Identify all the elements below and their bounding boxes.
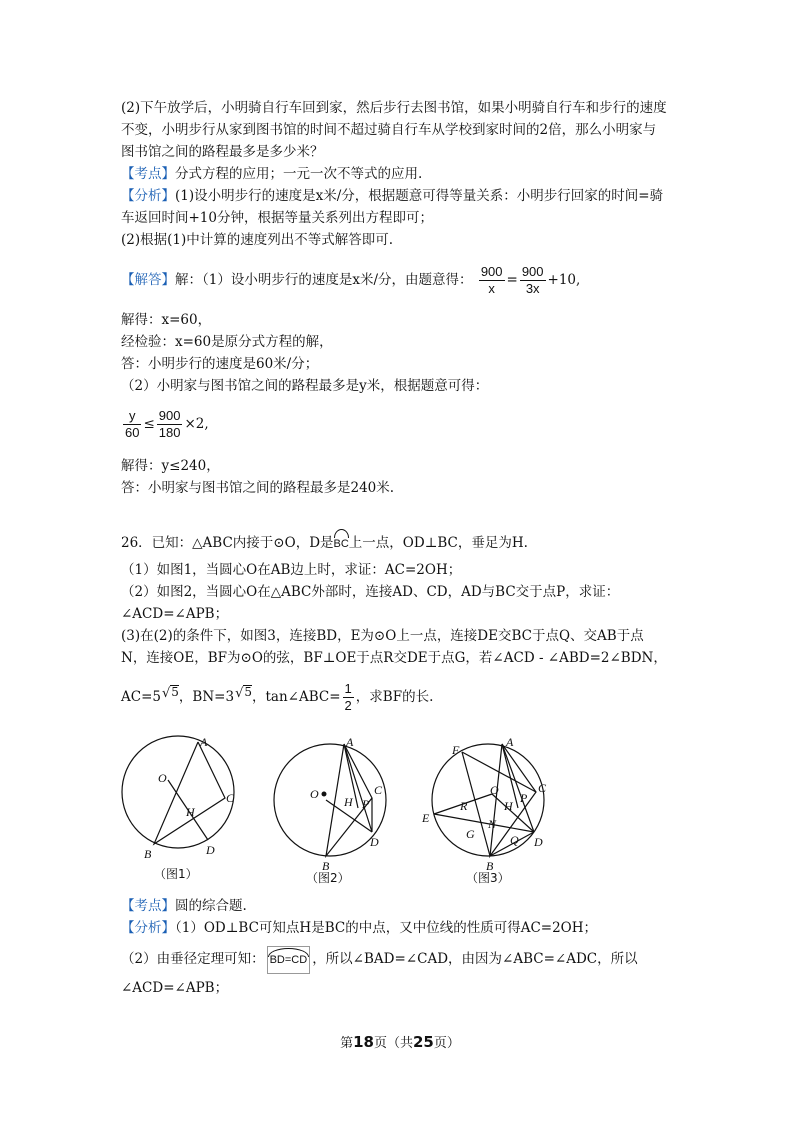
q25-fenxi <box>121 186 663 206</box>
fig3-label-g: G <box>466 827 475 841</box>
fig2-label-d: D <box>370 835 379 849</box>
q25-line2: 不变，小明步行从家到图书馆的时间不超过骑自行车从学校到家时间的2倍，那么小明家与 <box>121 122 657 138</box>
arc-bc: BC <box>334 528 349 554</box>
q26-fenxi: 【分析】（1）OD⊥BC可知点H是BC的中点，又中位线的性质可得AC=2OH； <box>121 920 598 936</box>
fig2-label-c: C <box>374 783 383 797</box>
fenxi-text-1: (1)设小明步行的速度是x米/分，根据题意可得等量关系：小明步行回家的时间=骑 <box>175 188 664 204</box>
sqrt-5-ac: 5 <box>171 685 179 699</box>
fig3-caption: （图3） <box>466 871 510 885</box>
figure-1 <box>122 736 234 848</box>
fig3-label-d: D <box>534 835 543 849</box>
q25-jieda: 【解答】解：（1）设小明步行的速度是x米/分，由题意得： $\frac{900}{x}$ = $\frac{900}{3x}$ +10, <box>121 264 581 296</box>
fenxi-tag: 【分析】 <box>121 188 175 204</box>
fig2-ad <box>344 744 372 832</box>
page-total: 25 <box>413 1033 434 1051</box>
fig2-label-o: O <box>310 787 319 801</box>
fig1-label-d: D <box>206 843 215 857</box>
fig1-label-h: H <box>186 805 195 819</box>
fraction-900-3x: $\frac{900}{3x}$ <box>521 264 544 296</box>
fig3-label-b: B <box>486 859 494 873</box>
fig3-label-a: A <box>506 735 514 749</box>
fig3-label-c: C <box>538 781 547 795</box>
fig2-label-a: A <box>346 735 354 749</box>
fig2-label-h: H <box>344 795 353 809</box>
sqrt-5-bn: 5 <box>244 685 252 699</box>
geometry-figures <box>110 728 570 888</box>
q25-kaodian <box>121 164 422 184</box>
q26-line4: ∠ACD=∠APB； <box>121 606 229 622</box>
fig2-caption: （图2） <box>306 871 350 885</box>
q26-fenxi-2: （2）由垂径定理可知： BD=CD ，所以∠BAD=∠CAD，由因为∠ABC=∠ADC，所以 <box>121 946 638 974</box>
q26-line7: AC=5√5，BN=3√5，tan∠ABC= $\frac{1}{2}$ ，求BF的长. <box>121 681 434 713</box>
fig3-label-h: H <box>504 799 513 813</box>
q26-line6: N，连接OE，BF为⊙O的弦，BF⊥OE于点R交DE于点G，若∠ACD - ∠ABD=2∠BDN， <box>121 650 667 666</box>
jieda-tag: 【解答】 <box>121 272 175 288</box>
fraction-900-x: $\frac{900}{x}$ <box>480 264 503 296</box>
fraction-900-180: $\frac{900}{180}$ <box>158 408 181 440</box>
fig3-label-n: N <box>488 817 497 831</box>
fig1-label-o: O <box>158 771 167 785</box>
q26-line1: 26．已知：△ABC内接于⊙O，D是BC上一点，OD⊥BC，垂足为H. <box>121 528 528 554</box>
arc-bd-cd: BD=CD <box>267 946 311 974</box>
fig3-label-o: O <box>490 783 499 797</box>
q25-line1: (2)下午放学后，小明骑自行车回到家，然后步行去图书馆，如果小明骑自行车和步行的速度 <box>121 100 667 116</box>
q25-line3: 图书馆之间的路程最多是多少米？ <box>121 144 324 160</box>
fig3-label-p: P <box>520 791 528 805</box>
fig1-caption: （图1） <box>154 867 198 881</box>
fig3-label-r: R <box>460 799 468 813</box>
fig3-label-q: Q <box>510 833 519 847</box>
fig2-label-p: P <box>362 797 370 811</box>
fig1-label-c: C <box>226 791 235 805</box>
q25-step5: 解得：y≤240， <box>121 458 220 474</box>
fig3-label-e: E <box>422 811 430 825</box>
kaodian-tag: 【考点】 <box>121 166 175 182</box>
q25-inequality: $\frac{y}{60}$ ≤ $\frac{900}{180}$ ×2, <box>125 408 209 440</box>
fig2-label-b: B <box>322 859 330 873</box>
jieda-text: 解：（1）设小明步行的速度是x米/分，由题意得： <box>175 272 473 288</box>
q25-step2: 经检验：x=60是原分式方程的解， <box>121 334 333 350</box>
q25-fenxi-3: (2)根据(1)中计算的速度列出不等式解答即可. <box>121 232 394 248</box>
fig1-triangle <box>154 742 225 844</box>
q26-line3: （2）如图2，当圆心O在△ABC外部时，连接AD、CD，AD与BC交于点P，求证： <box>121 584 620 600</box>
page-number: 18 <box>353 1033 374 1051</box>
fig2-center-dot <box>322 792 327 797</box>
q26-kaodian-tag: 【考点】 <box>121 898 175 914</box>
q25-step1: 解得：x=60， <box>121 312 212 328</box>
fraction-y-60: $\frac{y}{60}$ <box>125 408 140 440</box>
q26-kaodian: 【考点】圆的综合题. <box>121 898 247 914</box>
fraction-one-half: $\frac{1}{2}$ <box>344 681 352 713</box>
q25-step3: 答：小明步行的速度是60米/分； <box>121 356 319 372</box>
q26-fenxi-tag: 【分析】 <box>121 920 175 936</box>
q25-step6: 答：小明家与图书馆之间的路程最多是240米. <box>121 480 395 496</box>
fig3-de <box>434 814 534 832</box>
kaodian-text: 分式方程的应用；一元一次不等式的应用. <box>175 166 423 182</box>
q25-step4: （2）小明家与图书馆之间的路程最多是y米，根据题意可得： <box>121 378 489 394</box>
q26-fenxi-3: ∠ACD=∠APB； <box>121 980 229 996</box>
fig1-label-b: B <box>144 847 152 861</box>
fig1-circle <box>122 736 234 848</box>
q26-line5: (3)在(2)的条件下，如图3，连接BD，E为⊙O上一点，连接DE交BC于点Q、交AB于点 <box>121 628 644 644</box>
q25-fenxi-2: 车返回时间+10分钟，根据等量关系列出方程即可； <box>121 210 433 226</box>
page-footer: 第18页（共25页） <box>340 1033 460 1051</box>
fig3-label-f: F <box>452 743 460 757</box>
fig1-label-a: A <box>200 735 208 749</box>
q26-line2: （1）如图1，当圆心O在AB边上时，求证：AC=2OH； <box>121 562 462 578</box>
